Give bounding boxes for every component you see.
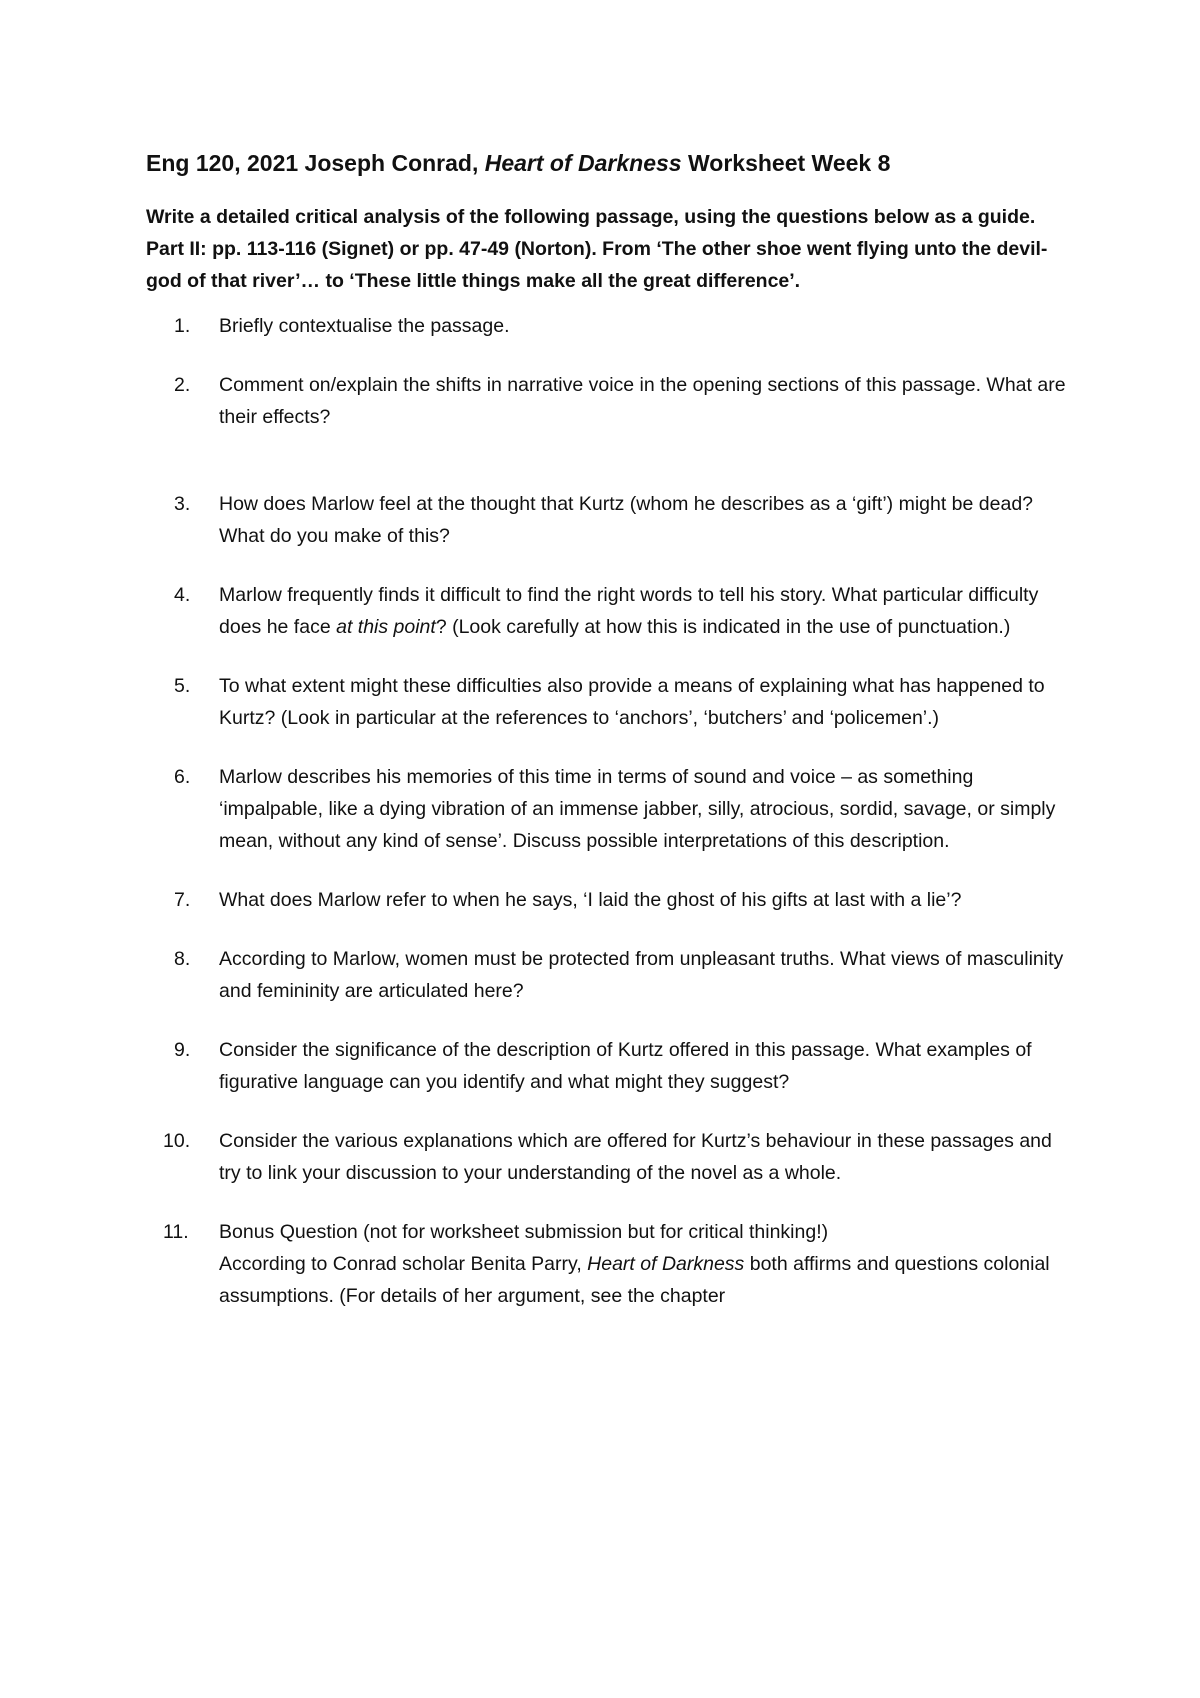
question-item: [146, 1034, 1076, 1098]
question-item: [146, 488, 1076, 552]
question-text: Consider the significance of the description of Kurtz offered in this passage. What examples of figurative language can you identify and what might they suggest?: [219, 1039, 1032, 1093]
question-text: How does Marlow feel at the thought that Kurtz (whom he describes as a ‘gift’) might be dead? What do you make of this?: [219, 493, 1034, 547]
question-number: 3.: [174, 493, 191, 515]
question-number: 2.: [174, 374, 191, 396]
question-item: [146, 884, 1076, 916]
question-number: 1.: [174, 315, 191, 337]
question-text-italic: Heart of Darkness: [587, 1253, 745, 1275]
question-item: [146, 943, 1076, 1007]
instructions-paragraph: Write a detailed critical analysis of the following passage, using the questions below as a guide. Part II: pp. 113-116 (Signet) or pp. 47-49 (Norton). From ‘The other shoe went flying unto the devil-god of that river’… to ‘These little things make all the great difference’.: [146, 206, 1048, 292]
question-item: [146, 579, 1076, 643]
bonus-question-heading: Bonus Question (not for worksheet submission but for critical thinking!): [219, 1221, 829, 1243]
question-item: [146, 310, 1076, 342]
question-number: 4.: [174, 584, 191, 606]
title-suffix: Worksheet Week 8: [681, 150, 891, 176]
question-text-part: According to Conrad scholar Benita Parry,: [219, 1253, 588, 1275]
question-number: 6.: [174, 766, 191, 788]
question-text: [219, 584, 1038, 638]
question-text: According to Marlow, women must be protected from unpleasant truths. What views of masculinity and femininity are articulated here?: [219, 948, 1064, 1002]
question-number: 7.: [174, 889, 191, 911]
question-text: Briefly contextualise the passage.: [219, 315, 510, 337]
title-italic: Heart of Darkness: [484, 150, 682, 176]
question-item: [146, 369, 1076, 433]
question-text-part: both affirms and questions colonial assumptions. (For details of her argument, see the chapter: [219, 1253, 1050, 1307]
question-number: 5.: [174, 675, 191, 697]
question-text: What does Marlow refer to when he says, ‘I laid the ghost of his gifts at last with a lie’?: [219, 889, 962, 911]
question-text: Comment on/explain the shifts in narrative voice in the opening sections of this passage. What are their effects?: [219, 374, 1066, 428]
question-item: [146, 761, 1076, 857]
title-prefix: Eng 120, 2021 Joseph Conrad,: [146, 150, 485, 176]
question-text-part: ? (Look carefully at how this is indicated in the use of punctuation.): [435, 616, 1011, 638]
question-item-bonus: [146, 1216, 1076, 1312]
question-text: To what extent might these difficulties also provide a means of explaining what has happened to Kurtz? (Look in particular at the references to ‘anchors’, ‘butchers’ and ‘policemen’.): [219, 675, 1045, 729]
question-list: [146, 310, 1076, 1312]
question-number: 9.: [174, 1039, 191, 1061]
page-title: [146, 148, 1106, 178]
question-text-part: Marlow frequently finds it difficult to find the right words to tell his story. What particular difficulty does he face: [219, 584, 1039, 638]
question-number: 8.: [174, 948, 191, 970]
question-text: [219, 1253, 1050, 1307]
question-number: 10.: [163, 1130, 191, 1152]
question-number: 11.: [163, 1221, 189, 1243]
question-text-italic: at this point: [336, 616, 436, 638]
question-text: Marlow describes his memories of this time in terms of sound and voice – as something ‘impalpable, like a dying vibration of an immense jabber, silly, atrocious, sordid, savage, or simply mean, without any kind of sense’. Discuss possible interpretations of this description.: [219, 766, 1056, 852]
question-item: [146, 670, 1076, 734]
question-item: [146, 1125, 1076, 1189]
question-text: Consider the various explanations which are offered for Kurtz’s behaviour in these passages and try to link your discussion to your understanding of the novel as a whole.: [219, 1130, 1052, 1184]
